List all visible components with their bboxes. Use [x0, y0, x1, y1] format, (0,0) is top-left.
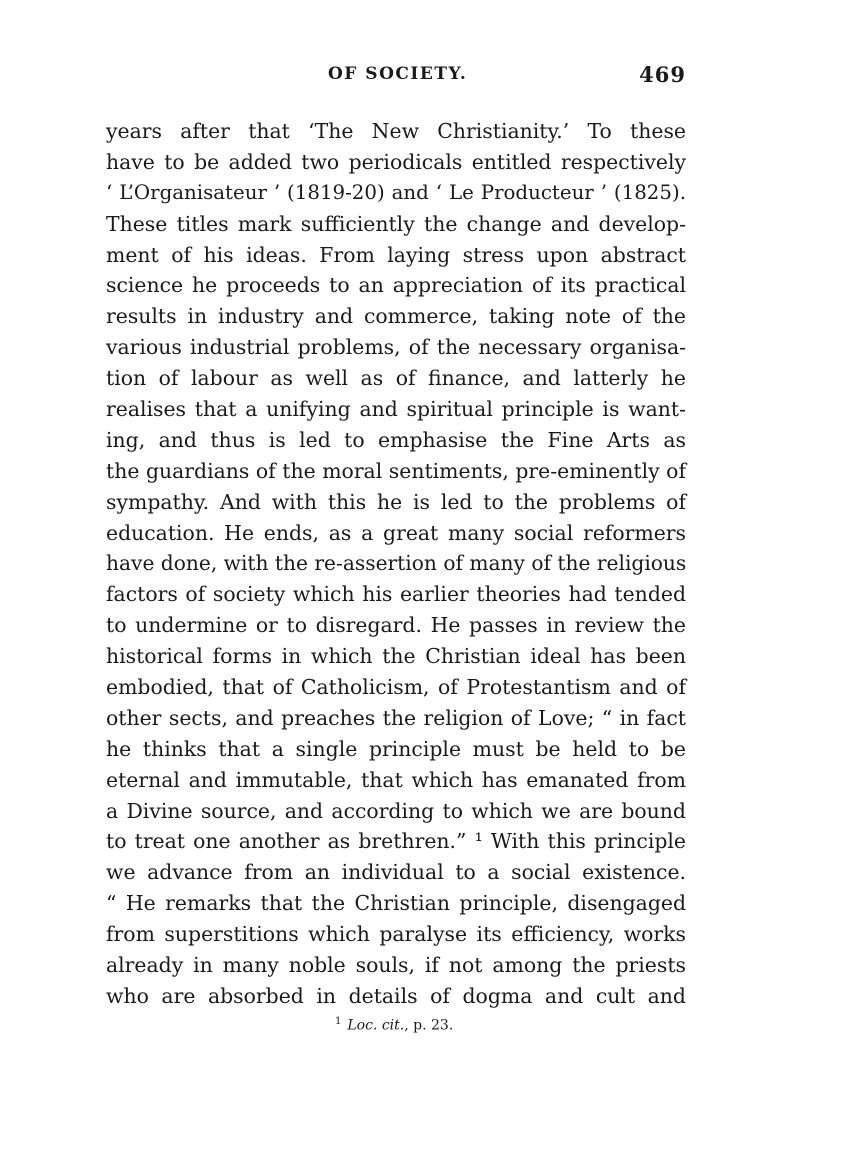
text-line: to undermine or to disregard. He passes in review the [106, 613, 686, 638]
footnote-mark: 1 [335, 1016, 342, 1027]
text-line: other sects, and preaches the religion of Love; “ in fact [106, 705, 686, 730]
text-line: have to be added two periodicals entitled respectively [106, 149, 686, 174]
text-line: embodied, that of Catholicism, of Protestantism and of [106, 675, 686, 700]
text-line: already in many noble souls, if not among the priests [106, 953, 686, 978]
text-line: realises that a unifying and spiritual principle is want- [106, 397, 686, 422]
text-line: he thinks that a single principle must be held to be [106, 736, 686, 761]
text-line: “ He remarks that the Christian principle, disengaged [106, 891, 686, 916]
text-line: factors of society which his earlier theories had tended [106, 582, 686, 607]
text-line: from superstitions which paralyse its efficiency, works [106, 922, 686, 947]
text-line: science he proceeds to an appreciation of its practical [106, 273, 686, 298]
page-number: 469 [639, 62, 686, 87]
text-line: education. He ends, as a great many social reformers [106, 520, 686, 545]
footnote [335, 1016, 453, 1034]
text-line: ing, and thus is led to emphasise the Fine Arts as [106, 427, 686, 452]
running-title: OF SOCIETY. [328, 64, 468, 84]
footnote-page-ref: , p. 23. [404, 1017, 454, 1034]
running-head [106, 62, 686, 92]
text-line: sympathy. And with this he is led to the problems of [106, 489, 686, 514]
text-line: historical forms in which the Christian ideal has been [106, 644, 686, 669]
text-line: have done, with the re-assertion of many of the religious [106, 551, 687, 576]
text-line: years after that ‘The New Christianity.’ To these [106, 119, 686, 143]
text-line: tion of labour as well as of finance, and latterly he [106, 366, 686, 391]
text-line: a Divine source, and according to which we are bound [106, 798, 686, 823]
text-line: results in industry and commerce, taking note of the [106, 304, 686, 329]
text-line: who are absorbed in details of dogma and cult and [106, 983, 686, 1008]
footnote-citation: Loc. cit. [347, 1017, 405, 1034]
body-text [106, 116, 686, 1012]
text-line: we advance from an individual to a social existence. [106, 860, 686, 885]
text-line: ment of his ideas. From laying stress upon abstract [106, 242, 686, 267]
text-line: to treat one another as brethren.” ¹ With this principle [106, 829, 686, 854]
text-line: ‘ L’Organisateur ’ (1819-20) and ‘ Le Producteur ’ (1825). [106, 180, 686, 204]
text-line: the guardians of the moral sentiments, pre-eminently of [106, 458, 686, 483]
text-line: various industrial problems, of the necessary organisa- [106, 335, 686, 360]
text-line: These titles mark sufficiently the change and develop- [106, 211, 686, 236]
text-line: eternal and immutable, that which has emanated from [106, 767, 686, 792]
